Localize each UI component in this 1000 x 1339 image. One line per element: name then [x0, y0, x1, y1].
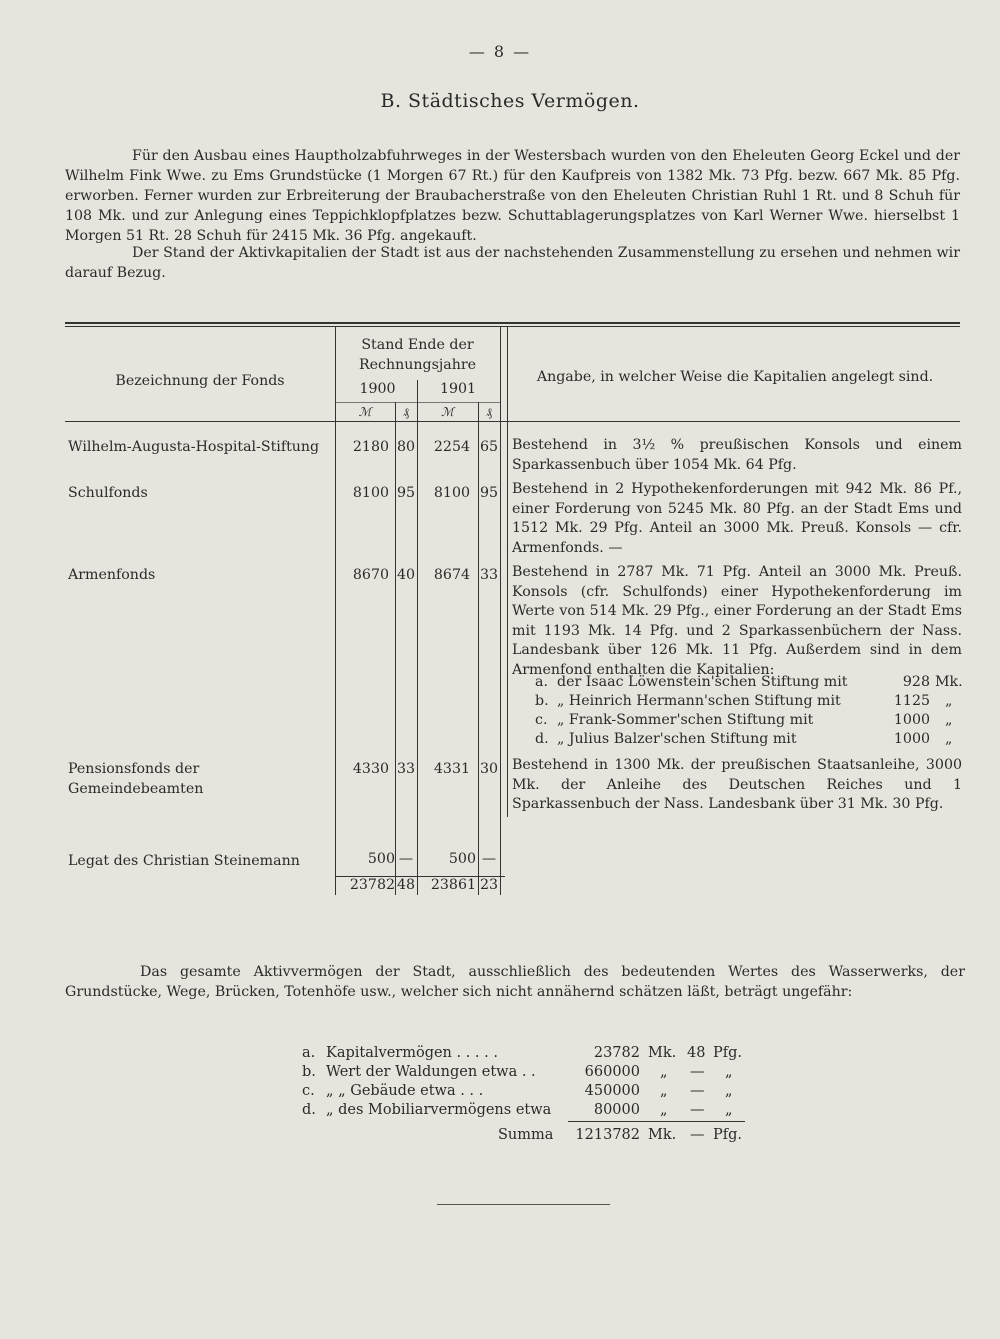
sub-item-unit: „ [945, 693, 953, 709]
row-mark-1901: 4331 [433, 761, 470, 777]
row-pf-1900: 33 [396, 761, 416, 777]
assets-pf: — [690, 1064, 705, 1080]
sub-item-name: „ Frank-Sommer'schen Stiftung mit [557, 712, 814, 728]
footer-divider [437, 1204, 610, 1205]
header-pf-1900: ₰ [403, 405, 409, 419]
intro-paragraph-2: Der Stand der Aktivkapitalien der Stadt ist aus der nachstehenden Zusammenstellung zu ersehen und nehmen wir darauf Bezug. [65, 245, 960, 281]
sub-item-amount: 1125 [893, 693, 930, 709]
sub-item-letter: a. [535, 674, 548, 690]
sub-item-amount: 1000 [893, 712, 930, 728]
row-pf-1901: 95 [479, 485, 499, 501]
assets-unit: „ [660, 1083, 668, 1099]
assets-pf-unit: Pfg. [713, 1045, 743, 1061]
total-mark-1901: 23861 [430, 877, 476, 893]
assets-pf-unit: „ [725, 1083, 733, 1099]
assets-pf-unit: „ [725, 1064, 733, 1080]
page-number: — 8 — [468, 42, 532, 61]
assets-letter: b. [302, 1064, 316, 1080]
assets-letter: d. [302, 1102, 316, 1118]
row-note: Bestehend in 3½ % preußischen Konsols und einem Sparkassenbuch über 1054 Mk. 64 Pfg. [512, 437, 962, 473]
row-mark-1900: 8670 [352, 567, 389, 583]
total-mark-1900: 23782 [349, 877, 395, 893]
section-title: B. Städtisches Vermögen. [380, 90, 640, 112]
row-fund-name: Armenfonds [68, 567, 156, 583]
summary-intro: Das gesamte Aktivvermögen der Stadt, ausschließlich des bedeutenden Wertes des Wasserwerks, der Grundstücke, Wege, Brücken, Totenhöfe usw., welcher sich nicht annähernd schätzen läßt, beträgt ungefähr: [65, 964, 965, 1000]
assets-pf: — [690, 1083, 705, 1099]
row-note: Bestehend in 1300 Mk. der preußischen Staatsanleihe, 3000 Mk. der Anleihe des Deutschen Reiches und 1 Sparkassenbuch der Nass. Landesbank über 31 Mk. 30 Pfg. [512, 757, 962, 812]
row-mark-1901: 8674 [433, 567, 470, 583]
sub-item-name: der Isaac Löwenstein'schen Stiftung mit [557, 674, 848, 690]
sub-item-amount: 1000 [893, 731, 930, 747]
assets-label: „ „ Gebäude etwa . . . [326, 1083, 484, 1099]
assets-unit: Mk. [648, 1045, 677, 1061]
row-mark-1901: 8100 [433, 485, 470, 501]
assets-total-pf: — [690, 1127, 705, 1143]
row-pf-1901: 30 [479, 761, 499, 777]
assets-label: Kapitalvermögen . . . . . [326, 1045, 498, 1061]
assets-amount: 23782 [593, 1045, 640, 1061]
row-pf-1900: — [398, 851, 414, 867]
sub-item-amount: 928 [902, 674, 930, 690]
header-year-1900: 1900 [359, 381, 396, 397]
row-mark-1900: 500 [367, 851, 395, 867]
assets-amount: 660000 [584, 1064, 640, 1080]
header-mark-1901: ℳ [441, 405, 454, 419]
row-mark-1900: 8100 [352, 485, 389, 501]
header-pf-1901: ₰ [486, 405, 492, 419]
row-pf-1900: 40 [396, 567, 416, 583]
row-pf-1901: 33 [479, 567, 499, 583]
row-fund-name: Pensionsfonds der Gemeindebeamten [68, 761, 204, 797]
sub-item-letter: d. [535, 731, 549, 747]
row-mark-1901: 2254 [433, 439, 470, 455]
header-year-1901: 1901 [439, 381, 477, 397]
assets-label: „ des Mobiliarvermögens etwa [326, 1102, 552, 1118]
row-note: Bestehend in 2787 Mk. 71 Pfg. Anteil an 3000 Mk. Preuß. Konsols (cfr. Schulfonds) einer Hypothekenforderung im Werte von 514 Mk. 29 Pfg., einer Forderung an der Stadt Ems mit 1193 Mk. 14 Pfg. und 2 Sparkassenbüchern der Nass. Landesbank über 126 Mk. 11 Pfg. Außerdem sind in dem Armenfond enthalten die Kapitalien: [512, 564, 962, 678]
row-mark-1900: 2180 [352, 439, 389, 455]
row-fund-name: Schulfonds [68, 485, 148, 501]
sub-item-letter: b. [535, 693, 549, 709]
sub-item-name: „ Julius Balzer'schen Stiftung mit [557, 731, 797, 747]
total-pf-1900: 48 [396, 877, 416, 893]
sum-line [568, 1121, 745, 1122]
row-mark-1900: 4330 [352, 761, 389, 777]
assets-unit: „ [660, 1102, 668, 1118]
row-mark-1901: 500 [448, 851, 476, 867]
row-fund-name: Legat des Christian Steinemann [68, 853, 300, 869]
row-pf-1901: 65 [479, 439, 499, 455]
assets-total-label: Summa [498, 1127, 554, 1143]
assets-amount: 80000 [593, 1102, 640, 1118]
row-pf-1900: 80 [396, 439, 416, 455]
row-pf-1900: 95 [396, 485, 416, 501]
intro-paragraph-1: Für den Ausbau eines Hauptholzabfuhrweges in der Westersbach wurden von den Eheleuten Georg Eckel und der Wilhelm Fink Wwe. zu Ems Grundstücke (1 Morgen 67 Rt.) für den Kaufpreis von 1382 Mk. 73 Pfg. bezw. 667 Mk. 85 Pfg. erworben. Ferner wurden zur Erbreiterung der Braubacherstraße von den Eheleuten Christian Ruhl 1 Rt. und 8 Schuh für 108 Mk. und zur Anlegung eines Teppichklopfplatzes bezw. Schuttablagerungsplatzes von Karl Werner Wwe. hierselbst 1 Morgen 51 Rt. 28 Schuh für 2415 Mk. 36 Pfg. angekauft. [65, 148, 960, 244]
header-note: Angabe, in welcher Weise die Kapitalien angelegt sind. [536, 369, 934, 385]
sub-item-unit: „ [945, 731, 953, 747]
assets-label: Wert der Waldungen etwa . . [326, 1064, 536, 1080]
row-note: Bestehend in 2 Hypothekenforderungen mit 942 Mk. 86 Pf., einer Forderung von 5245 Mk. 80 Pfg. an der Stadt Ems und 1512 Mk. 29 Pfg. Anteil an 3000 Mk. Preuß. Konsols — cfr. Armenfonds. — [512, 481, 962, 556]
assets-letter: c. [302, 1083, 315, 1099]
sub-item-letter: c. [535, 712, 548, 728]
assets-pf: — [690, 1102, 705, 1118]
header-status: Stand Ende der Rechnungsjahre [358, 337, 477, 373]
assets-letter: a. [302, 1045, 316, 1061]
row-pf-1901: — [481, 851, 497, 867]
assets-pf-unit: „ [725, 1102, 733, 1118]
header-fund: Bezeichnung der Fonds [115, 373, 285, 389]
assets-total-pf-unit: Pfg. [713, 1127, 743, 1143]
assets-total-amount: 1213782 [575, 1127, 640, 1143]
sub-item-name: „ Heinrich Hermann'schen Stiftung mit [557, 693, 841, 709]
row-fund-name: Wilhelm-Augusta-Hospital-Stiftung [68, 439, 320, 455]
assets-pf: 48 [687, 1045, 706, 1061]
assets-total-unit: Mk. [648, 1127, 677, 1143]
assets-unit: „ [660, 1064, 668, 1080]
header-mark-1900: ℳ [358, 405, 372, 419]
sub-item-unit: Mk. [935, 674, 963, 690]
sub-item-unit: „ [945, 712, 953, 728]
assets-amount: 450000 [584, 1083, 640, 1099]
total-pf-1901: 23 [479, 877, 499, 893]
